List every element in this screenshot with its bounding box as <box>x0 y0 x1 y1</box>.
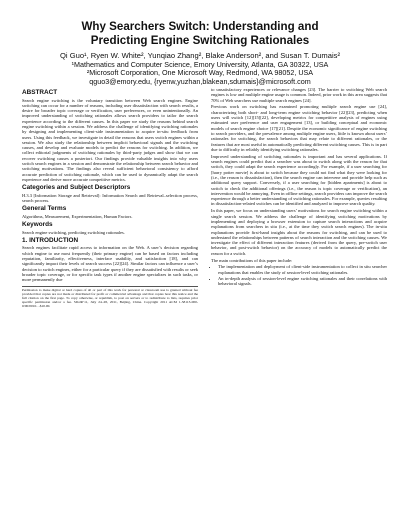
title-line-2: Predicting Engine Switching Rationales <box>90 34 310 47</box>
keywords-heading: Keywords <box>22 221 53 229</box>
intro-paragraph-5: The main contributions of this paper include: <box>211 257 293 263</box>
intro-paragraph-2: Previous work on switching has examined promoting multiple search engine use [24], characterizing both short- and long-term engine switching behavior [22][23], predicting when users will switch [12][15][22], developing metrics for competitive analysis of engines using estimated user preference and user engagement [13], or building conceptual and economic models of search engine choice [17][21]. Despite the economic significance of engine switching to search providers, and the prevalence among multiple engine users, little is known about users’ rationales for switching, the search behaviors that may relate to different rationales, or the features that are most useful in automatically predicting different switching causes. This is in part due to difficulty in reliably identifying switching rationales. <box>211 104 387 152</box>
categories-heading: Categories and Subject Descriptors <box>22 184 131 192</box>
copyright-footnote: Permission to make digital or hard copies of all or part of this work for personal or classroom use is granted without fee provided that copies are not made or distributed for profit or commercial advantage and that copies bear this notice and the full citation on the first page. To copy otherwise, or republish, to post on servers or to redistribute to lists, requires prior specific permission and/or a fee. SIGIR’11, July 24–28, 2011, Beijing, China. Copyright 2011 ACM 1-58113-000-0/00/0010…$10.00. <box>22 286 198 309</box>
keywords-text: Search engine switching, predicting switching rationales. <box>22 229 125 235</box>
intro-paragraph-3: Improved understanding of switching rationales is important and has several applications. If search engines could predict that a searcher was about to switch along with the reason for that switch, they could adapt the search experience accordingly. For example, if a user searching for [harry potter movie] is about to switch because they could not find what they were looking for (i.e., the reason is dissatisfaction), then the search engine can intervene and provide help such as additional query support. Conversely, if a user searching for [hidden apartments] is about to switch to check the additional offerings (i.e., the reason is topic coverage or verification), an intervention would be annoying. Even in offline settings, search providers can improve the search experience through a better understanding of switching rationales. For example, queries resulting in dissatisfaction-related switches can be identified and analyzed to improve search quality. <box>211 153 387 207</box>
introduction-heading: 1. INTRODUCTION <box>22 236 79 244</box>
author-names: Qi Guo¹, Ryen W. White², Yunqiao Zhang², Blake Anderson², and Susan T. Dumais² <box>60 51 340 60</box>
left-column <box>22 87 198 308</box>
contribution-item: • The implementation and deployment of client-side instrumentation to collect in situ searcher explanations that enables the study of session-level switching rationales. <box>218 264 387 275</box>
author-block <box>0 52 400 86</box>
intro-paragraph-4: In this paper, we focus on understanding users’ motivations for search engine switching within a single search session. We address the challenge of identifying switching motivations by implementing and deploying a browser extension to capture search interactions and acquire explanations from searchers in situ (i.e., at the time they switch search engines). The in-situ explanations provide first-hand insights about the reasons for switching, and can be used to understand the relationships between patterns of search interaction and the switching causes. We investigate the effect of different interaction features (derived from the query, pre-switch user behavior, and post-switch behavior) on the accuracy of models to automatically predict the reason for a switch. <box>211 208 387 256</box>
title-line-1: Why Searchers Switch: Understanding and <box>81 20 319 33</box>
affiliation-2: ²Microsoft Corporation, One Microsoft Way, Redmond, WA 98052, USA <box>86 68 314 78</box>
paper-title <box>0 20 400 48</box>
contribution-item: • An in-depth analysis of session-level engine switching rationales and their correlations with behavioral signals. <box>218 276 387 287</box>
categories-text: H.3.3 [Information Storage and Retrieval]: Information Search and Retrieval–selection process, search process. <box>22 192 198 204</box>
right-column <box>211 87 387 287</box>
contributions-list <box>211 264 387 286</box>
abstract-heading: ABSTRACT <box>22 89 58 96</box>
introduction-text: Search engines facilitate rapid access to information on the Web. A user’s decision regarding which engine to use most frequently (their primary engine) can be based on factors including reputation, familiarity, effectiveness, interface usability, and satisfaction [18], and can significantly impact their levels of search success [22][24]. Similar factors can influence a user’s decision to switch engines, either for a particular query if they are dissatisfied with results or seek broader topic coverage, or for specific task types if another engine specializes in such tasks, or more permanently due <box>22 245 198 283</box>
abstract-text: Search engine switching is the voluntary transition between Web search engines. Engine switching can occur for a number of reasons, including user dissatisfaction with search results, a desire for broader topic coverage or verification, user preferences, or even unintentionally. An improved understanding of switching rationales allows search providers to tailor the search experience according to the different causes. In this paper we study the reasons behind search engine switching within a session. We address the challenge of identifying switching rationales by designing and implementing client-side instrumentation to acquire in-situ feedback from users. Using this feedback, we investigate in detail the reasons that users switch engines within a session. We also study the relationship between implicit behavioral signals and the switching causes, and develop and evaluate models to predict the reasons for switching. In addition, we collect editorial judgments of switching rationales by third-party judges and show that we can recover switching causes a posteriori. Our findings provide valuable insights into why users switch search engines in a session and demonstrate the relationship between search behavior and switching motivations. The findings also reveal sufficient behavioral consistency to afford accurate prediction of switching rationale, which can be used to dynamically adapt the search experience and derive more accurate competitive metrics. <box>22 97 198 182</box>
author-emails: qguo3@emory.edu, {ryenw,yuzhan,blakean,sdumais}@microsoft.com <box>89 76 311 86</box>
general-terms-text: Algorithms, Measurement, Experimentation, Human Factors. <box>22 213 133 219</box>
general-terms-heading: General Terms <box>22 205 67 213</box>
intro-paragraph-1: to unsatisfactory experiences or relevance changes [23]. The barrier to switching Web search engines is low and multiple engine usage is common. Indeed, prior work in this area suggests that 70% of Web searchers use multiple search engines [24]. <box>211 87 387 103</box>
affiliation-1: ¹Mathematics and Computer Science, Emory University, Atlanta, GA 30322, USA <box>71 59 329 69</box>
